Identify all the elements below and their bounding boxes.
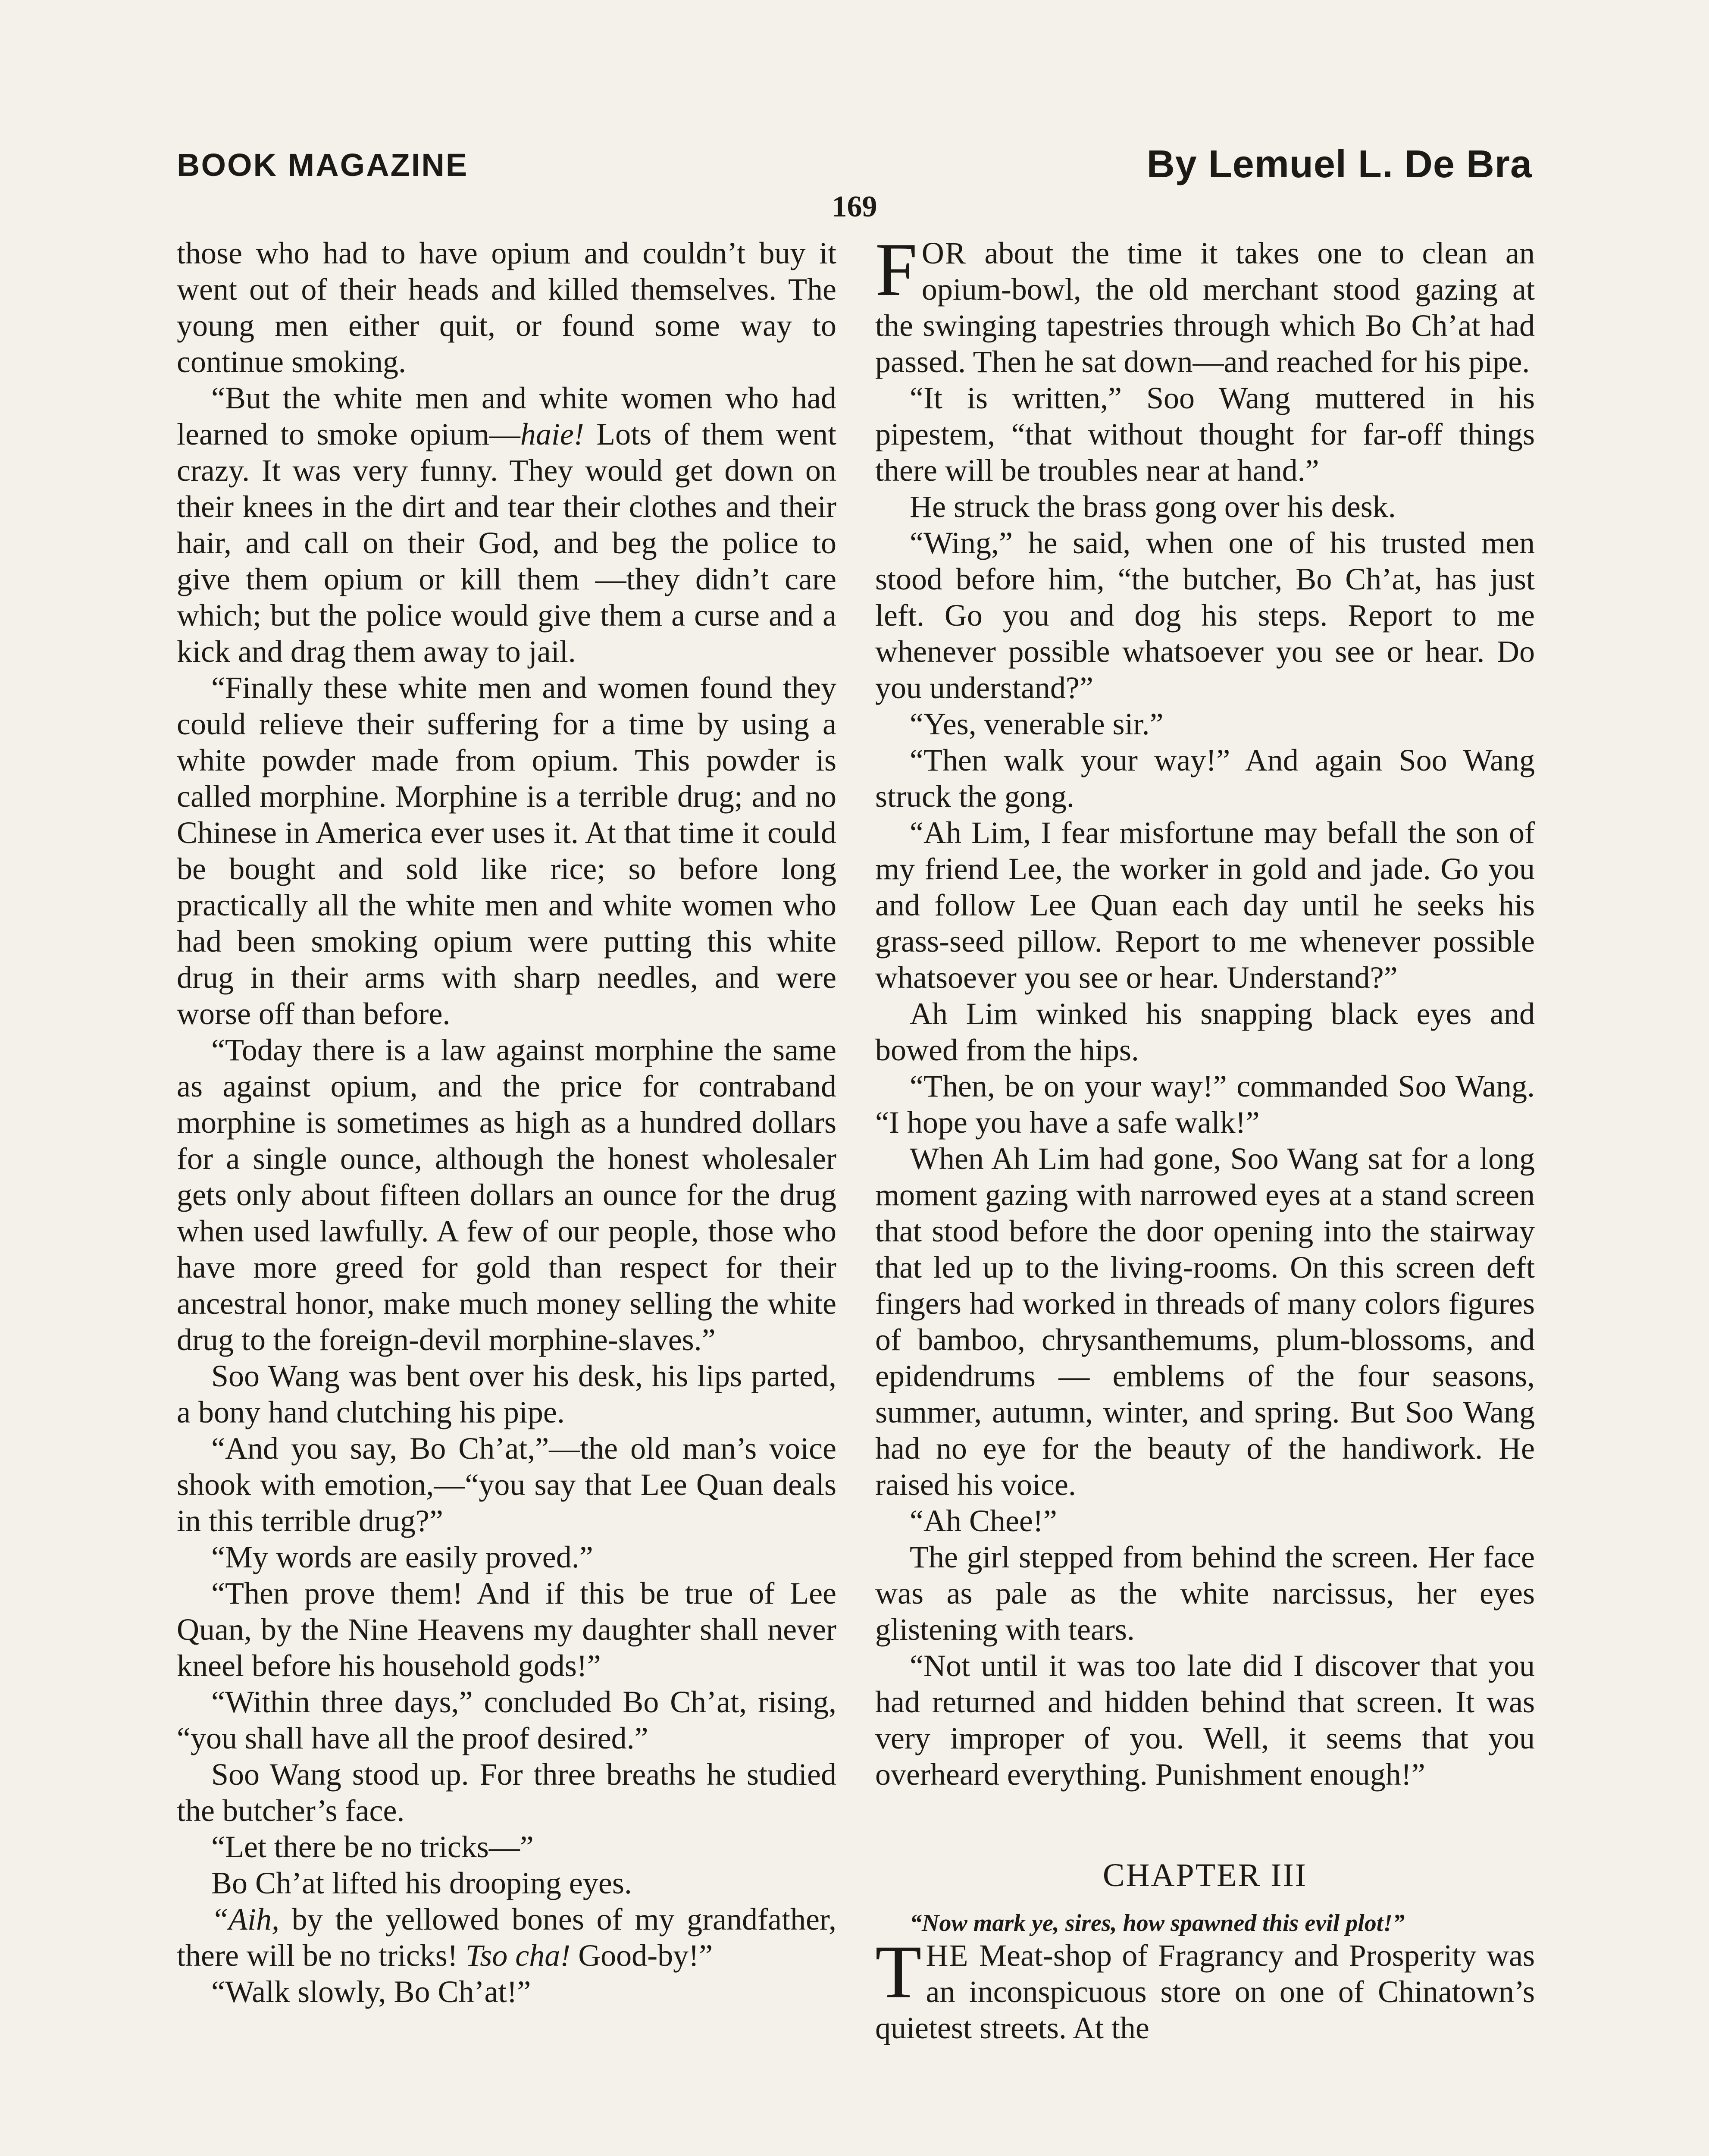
paragraph: “Let there be no tricks—”: [211, 1830, 534, 1864]
paragraph-text: by the yellowed bones of my grandfather, there will be no tricks!: [177, 1902, 836, 1973]
paragraph: “Not until it was too late did I discover that you had returned and hidden behind that screen. It was very improper of you. Well, it seems that you overheard everything. Punishment enough!”: [875, 1648, 1535, 1792]
paragraph: Bo Ch’at lifted his drooping eyes.: [211, 1866, 632, 1900]
page-header: [177, 142, 1532, 194]
paragraph: “Today there is a law against morphine the same as against opium, and the price for contraband morphine is sometimes as high as a hundred dollars for a single ounce, although the honest wholesaler gets only about fifteen dollars an ounce for the drug when used lawfully. A few of our people, those who have more greed for gold than respect for their ancestral honor, make much money selling the white drug to the foreign-devil morphine-slaves.”: [177, 1033, 836, 1357]
paragraph: “Ah Lim, I fear misfortune may befall the son of my friend Lee, the worker in gold and jade. Go you and follow Lee Quan each day until he seeks his grass-seed pillow. Report to me whenever possible whatsoever you see or hear. Understand?”: [875, 815, 1535, 995]
paragraph: “Wing,” he said, when one of his trusted men stood before him, “the butcher, Bo Ch’at, has just left. Go you and dog his steps. Report to me whenever possible whatsoever you see or hear. Do you understand?”: [875, 526, 1535, 705]
paragraph-text: Good-by!”: [570, 1938, 713, 1973]
italic-exclamation: Tso cha!: [465, 1938, 571, 1973]
paragraph-text: Lots of them went crazy. It was very funny. They would get down on their knees in the dirt and tear their clothes and their hair, and call on their God, and beg the police to give them opium or kill them —they didn’t care which; but the police would give them a curse and a kick and drag them away to jail.: [177, 417, 837, 669]
paragraph: “Yes, venerable sir.”: [910, 707, 1164, 741]
chapter-epigraph: “Now mark ye, sires, how spawned this evil plot!”: [910, 1910, 1405, 1937]
paragraph-text: “But the white men and white women who had learned to smoke opium—: [177, 381, 836, 451]
paragraph: The girl stepped from behind the screen. Her face was as pale as the white narcissus, her eyes glistening with tears.: [875, 1540, 1535, 1647]
paragraph: “Then, be on your way!” commanded Soo Wang. “I hope you have a safe walk!”: [875, 1069, 1535, 1140]
left-column: [177, 235, 836, 2010]
paragraph: “Then prove them! And if this be true of Lee Quan, by the Nine Heavens my daughter shall never kneel before his household gods!”: [177, 1576, 836, 1683]
paragraph: Soo Wang was bent over his desk, his lips parted, a bony hand clutching his pipe.: [177, 1359, 836, 1429]
paragraph: “It is written,” Soo Wang muttered in his pipestem, “that without thought for far-off things there will be troubles near at hand.”: [875, 381, 1535, 488]
drop-cap: F: [875, 228, 917, 312]
paragraph: “And you say, Bo Ch’at,”—the old man’s voice shook with emotion,—“you say that Lee Quan deals in this terrible drug?”: [177, 1431, 836, 1538]
italic-exclamation: “Aih,: [211, 1902, 280, 1937]
paragraph: Soo Wang stood up. For three breaths he studied the butcher’s face.: [177, 1757, 836, 1828]
paragraph: When Ah Lim had gone, Soo Wang sat for a long moment gazing with narrowed eyes at a stand screen that stood before the door opening into the stairway that led up to the living-rooms. On this screen deft fingers had worked in threads of many colors figures of bamboo, chrysanthemums, plum-blossoms, and epidendrums — emblems of the four seasons, summer, autumn, winter, and spring. But Soo Wang had no eye for the beauty of the handiwork. He raised his voice.: [875, 1141, 1535, 1502]
paragraph: “Ah Chee!”: [910, 1504, 1057, 1538]
paragraph-text: about the time it takes one to clean an opium-bowl, the old merchant stood gazing at the swinging tapestries through which Bo Ch’at had passed. Then he sat down—and reached for his pipe.: [875, 236, 1535, 379]
italic-exclamation: haie!: [520, 417, 584, 451]
page-number: 169: [832, 190, 877, 223]
small-caps-text: HE: [926, 1938, 969, 1973]
paragraph: those who had to have opium and couldn’t buy it went out of their heads and killed themselves. The young men either quit, or found some way to continue smoking.: [177, 236, 836, 379]
paragraph: “Within three days,” concluded Bo Ch’at, rising, “you shall have all the proof desired.”: [177, 1685, 836, 1755]
paragraph: “Then walk your way!” And again Soo Wang struck the gong.: [875, 743, 1535, 814]
paragraph: [177, 380, 836, 670]
chapter-opening-paragraph: [875, 1930, 1535, 2046]
paragraph-text: Meat-shop of Fragrancy and Prosperity was an inconspicuous store on one of Chinatown’s quietest streets. At the: [875, 1938, 1535, 2045]
opening-paragraph: [875, 228, 1535, 380]
paragraph: “My words are easily proved.”: [211, 1540, 593, 1574]
paragraph: He struck the brass gong over his desk.: [910, 489, 1396, 524]
paragraph: Ah Lim winked his snapping black eyes and bowed from the hips.: [875, 997, 1535, 1067]
paragraph: “Walk slowly, Bo Ch’at!”: [211, 1974, 531, 2009]
small-caps-text: OR: [921, 236, 967, 270]
paragraph: [177, 1901, 836, 1974]
right-column: [875, 228, 1535, 2046]
paragraph: “Finally these white men and women found they could relieve their suffering for a time by using a white powder made from opium. This powder is called morphine. Morphine is a terrible drug; and no Chinese in America ever uses it. At that time it could be bought and sold like rice; so before long practically all the white men and white women who had been smoking opium were putting this white drug in their arms with sharp needles, and were worse off than before.: [177, 671, 836, 1031]
chapter-heading: CHAPTER III: [1102, 1857, 1308, 1893]
author-byline: By Lemuel L. De Bra: [1146, 143, 1532, 186]
drop-cap: T: [875, 1930, 922, 2014]
magazine-title: BOOK MAGAZINE: [177, 147, 469, 183]
